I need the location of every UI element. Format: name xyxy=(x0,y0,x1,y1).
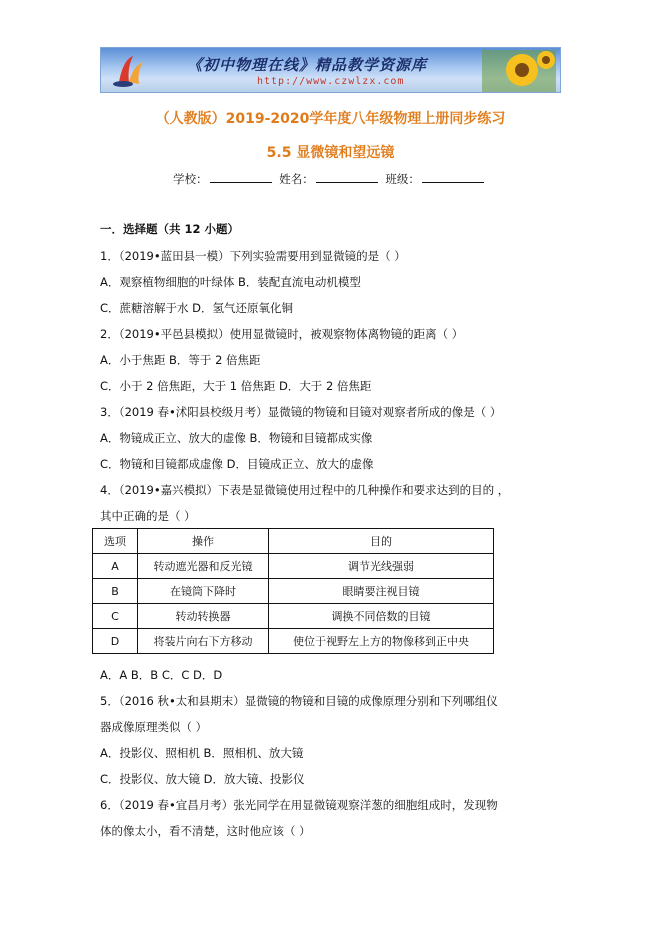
table-row xyxy=(93,554,494,579)
name-blank[interactable] xyxy=(316,172,378,183)
table-cell: 在镜筒下降时 xyxy=(138,579,269,604)
class-blank[interactable] xyxy=(422,172,484,183)
document-title: （人教版）2019-2020学年度八年级物理上册同步练习 xyxy=(155,111,506,127)
question-4: 4．（2019•嘉兴模拟）下表是显微镜使用过程中的几种操作和要求达到的目的 ， xyxy=(100,483,510,497)
table-header-row xyxy=(93,529,494,554)
table-cell: 眼睛要注视目镜 xyxy=(269,579,494,604)
class-label: 班级： xyxy=(385,172,420,186)
table-cell: 转动转换器 xyxy=(138,604,269,629)
table-header-cell: 操作 xyxy=(138,529,269,554)
question-2: 2．（2019•平邑县模拟）使用显微镜时，被观察物体离物镜的距离（ ） xyxy=(100,327,464,341)
document-subtitle: 5.5 显微镜和望远镜 xyxy=(266,145,395,161)
q5-options-ab: A．投影仪、照相机 B．照相机、放大镜 xyxy=(100,746,304,760)
question-3: 3．（2019 春•沭阳县校级月考）显微镜的物镜和目镜对观察者所成的像是（ ） xyxy=(100,405,502,419)
question-6: 6．（2019 春•宜昌月考）张光同学在用显微镜观察洋葱的细胞组成时，发现物 xyxy=(100,798,498,812)
banner-url[interactable]: http://www.czwlzx.com xyxy=(257,76,405,87)
q5-options-cd: C．投影仪、放大镜 D．放大镜、投影仪 xyxy=(100,772,305,786)
table-row xyxy=(93,579,494,604)
q4-options: A．A B．B C．C D．D xyxy=(100,668,223,682)
table-cell: B xyxy=(93,579,138,604)
school-blank[interactable] xyxy=(210,172,272,183)
operations-table xyxy=(92,528,494,654)
banner-title: 《初中物理在线》精品教学资源库 xyxy=(187,56,428,74)
table-cell: 调节光线强弱 xyxy=(269,554,494,579)
table-cell: 使位于视野左上方的物像移到正中央 xyxy=(269,629,494,654)
table-row xyxy=(93,629,494,654)
table-cell: 将装片向右下方移动 xyxy=(138,629,269,654)
school-label: 学校： xyxy=(173,172,208,186)
q2-options-cd: C．小于 2 倍焦距，大于 1 倍焦距 D．大于 2 倍焦距 xyxy=(100,379,372,393)
table-cell: 调换不同倍数的目镜 xyxy=(269,604,494,629)
site-banner xyxy=(100,47,561,93)
question-4-cont: 其中正确的是（ ） xyxy=(100,509,196,523)
question-1: 1．（2019•蓝田县一模）下列实验需要用到显微镜的是（ ） xyxy=(100,249,406,263)
site-logo-icon xyxy=(109,52,149,90)
question-5: 5．（2016 秋•太和县期末）显微镜的物镜和目镜的成像原理分别和下列哪组仪 xyxy=(100,694,498,708)
q1-options-ab: A．观察植物细胞的叶绿体 B．装配直流电动机模型 xyxy=(100,275,361,289)
table-cell: 转动遮光器和反光镜 xyxy=(138,554,269,579)
table-cell: D xyxy=(93,629,138,654)
question-5-cont: 器成像原理类似（ ） xyxy=(100,720,208,734)
sunflower-icon xyxy=(482,50,556,92)
section-title: 一．选择题（共 12 小题） xyxy=(100,222,240,236)
table-cell: C xyxy=(93,604,138,629)
q3-options-cd: C．物镜和目镜都成虚像 D．目镜成正立、放大的虚像 xyxy=(100,457,374,471)
table-cell: A xyxy=(93,554,138,579)
table-header-cell: 选项 xyxy=(93,529,138,554)
q3-options-ab: A．物镜成正立、放大的虚像 B．物镜和目镜都成实像 xyxy=(100,431,373,445)
q2-options-ab: A．小于焦距 B．等于 2 倍焦距 xyxy=(100,353,261,367)
table-header-cell: 目的 xyxy=(269,529,494,554)
student-info-line xyxy=(0,171,661,187)
q1-options-cd: C．蔗糖溶解于水 D．氢气还原氧化铜 xyxy=(100,301,294,315)
table-row xyxy=(93,604,494,629)
name-label: 姓名： xyxy=(279,172,314,186)
question-6-cont: 体的像太小，看不清楚，这时他应该（ ） xyxy=(100,824,311,838)
